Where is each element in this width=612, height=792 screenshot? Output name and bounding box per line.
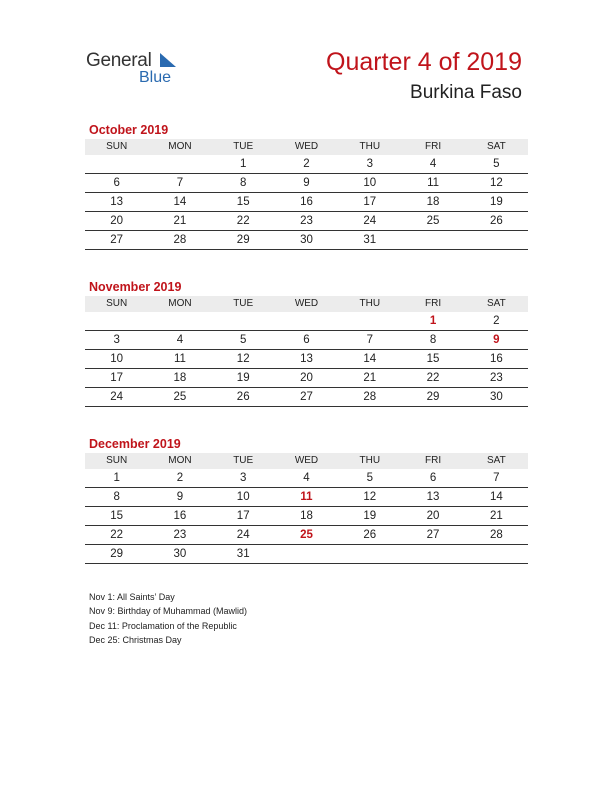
day-cell: 24 [212, 526, 275, 545]
weekday-header: SUN [85, 139, 148, 155]
day-cell: 8 [85, 488, 148, 507]
logo-blue-text: Blue [139, 69, 172, 86]
weekday-header: TUE [212, 139, 275, 155]
day-cell: 5 [465, 155, 528, 174]
day-cell: 9 [275, 174, 338, 193]
month-grid [85, 139, 528, 250]
day-cell: 18 [148, 369, 211, 388]
day-cell: 6 [275, 331, 338, 350]
day-cell: 8 [212, 174, 275, 193]
day-cell: 4 [401, 155, 464, 174]
day-cell: 10 [338, 174, 401, 193]
day-cell: 26 [212, 388, 275, 407]
day-cell: 17 [212, 507, 275, 526]
day-cell: 16 [465, 350, 528, 369]
day-cell: 21 [148, 212, 211, 231]
day-cell: 27 [401, 526, 464, 545]
holiday-note: Nov 1: All Saints’ Day [89, 592, 175, 602]
day-cell: 23 [465, 369, 528, 388]
day-cell: 24 [338, 212, 401, 231]
day-cell: 4 [275, 469, 338, 488]
weekday-header: FRI [401, 453, 464, 469]
day-cell: 6 [401, 469, 464, 488]
empty-day-cell [148, 155, 211, 174]
weekday-header: SAT [465, 139, 528, 155]
day-cell: 7 [338, 331, 401, 350]
weekday-header: SAT [465, 453, 528, 469]
empty-day-cell [85, 312, 148, 331]
day-cell: 2 [465, 312, 528, 331]
day-cell: 22 [85, 526, 148, 545]
day-cell: 11 [148, 350, 211, 369]
weekday-header: THU [338, 296, 401, 312]
day-cell: 31 [338, 231, 401, 250]
day-cell: 18 [401, 193, 464, 212]
month-block-december [85, 436, 528, 564]
day-cell: 20 [401, 507, 464, 526]
weekday-header: WED [275, 453, 338, 469]
weekday-header: TUE [212, 453, 275, 469]
weekday-header: FRI [401, 139, 464, 155]
day-cell: 25 [148, 388, 211, 407]
holiday-day-cell: 9 [465, 331, 528, 350]
holiday-note: Dec 11: Proclamation of the Republic [89, 620, 237, 631]
weekday-header: SAT [465, 296, 528, 312]
weekday-header: MON [148, 296, 211, 312]
empty-day-cell [148, 312, 211, 331]
day-cell: 26 [338, 526, 401, 545]
empty-day-cell [338, 545, 401, 564]
day-cell: 3 [212, 469, 275, 488]
day-cell: 28 [338, 388, 401, 407]
weekday-header: TUE [212, 296, 275, 312]
day-cell: 15 [212, 193, 275, 212]
month-title: October 2019 [89, 123, 169, 137]
empty-day-cell [338, 312, 401, 331]
holiday-day-cell: 25 [275, 526, 338, 545]
weekday-header: SUN [85, 453, 148, 469]
day-cell: 2 [275, 155, 338, 174]
quarter-title: Quarter 4 of 2019 [326, 48, 522, 76]
day-cell: 7 [148, 174, 211, 193]
day-cell: 13 [275, 350, 338, 369]
day-cell: 19 [212, 369, 275, 388]
day-cell: 25 [401, 212, 464, 231]
day-cell: 8 [401, 331, 464, 350]
day-cell: 22 [212, 212, 275, 231]
day-cell: 27 [85, 231, 148, 250]
day-cell: 14 [465, 488, 528, 507]
day-cell: 29 [212, 231, 275, 250]
brand-logo [86, 50, 196, 90]
day-cell: 5 [212, 331, 275, 350]
day-cell: 15 [401, 350, 464, 369]
empty-day-cell [401, 231, 464, 250]
day-cell: 17 [338, 193, 401, 212]
day-cell: 9 [148, 488, 211, 507]
day-cell: 18 [275, 507, 338, 526]
day-cell: 7 [465, 469, 528, 488]
day-cell: 5 [338, 469, 401, 488]
day-cell: 30 [148, 545, 211, 564]
day-cell: 10 [85, 350, 148, 369]
day-cell: 13 [401, 488, 464, 507]
month-block-november [85, 279, 528, 407]
empty-day-cell [85, 155, 148, 174]
day-cell: 29 [85, 545, 148, 564]
holiday-note: Nov 9: Birthday of Muhammad (Mawlid) [89, 606, 248, 617]
weekday-header: SUN [85, 296, 148, 312]
day-cell: 29 [401, 388, 464, 407]
day-cell: 16 [275, 193, 338, 212]
weekday-header: WED [275, 296, 338, 312]
empty-day-cell [465, 545, 528, 564]
day-cell: 21 [338, 369, 401, 388]
month-grid [85, 453, 528, 564]
day-cell: 12 [212, 350, 275, 369]
day-cell: 3 [85, 331, 148, 350]
day-cell: 12 [338, 488, 401, 507]
weekday-header: THU [338, 139, 401, 155]
day-cell: 22 [401, 369, 464, 388]
day-cell: 23 [148, 526, 211, 545]
day-cell: 12 [465, 174, 528, 193]
holiday-day-cell: 11 [275, 488, 338, 507]
day-cell: 4 [148, 331, 211, 350]
month-grid [85, 296, 528, 407]
logo-triangle-icon [160, 53, 176, 69]
day-cell: 19 [338, 507, 401, 526]
holiday-day-cell: 1 [401, 312, 464, 331]
holiday-notes [89, 590, 247, 647]
empty-day-cell [465, 231, 528, 250]
day-cell: 13 [85, 193, 148, 212]
holiday-note: Dec 25: Christmas Day [89, 634, 182, 645]
day-cell: 17 [85, 369, 148, 388]
weekday-header: MON [148, 139, 211, 155]
day-cell: 14 [148, 193, 211, 212]
day-cell: 11 [401, 174, 464, 193]
day-cell: 20 [275, 369, 338, 388]
day-cell: 14 [338, 350, 401, 369]
day-cell: 30 [465, 388, 528, 407]
month-title: December 2019 [89, 437, 181, 451]
day-cell: 28 [465, 526, 528, 545]
day-cell: 21 [465, 507, 528, 526]
weekday-header: FRI [401, 296, 464, 312]
day-cell: 1 [212, 155, 275, 174]
weekday-header: WED [275, 139, 338, 155]
country-name: Burkina Faso [410, 82, 522, 103]
day-cell: 23 [275, 212, 338, 231]
weekday-header: MON [148, 453, 211, 469]
empty-day-cell [275, 545, 338, 564]
day-cell: 2 [148, 469, 211, 488]
day-cell: 15 [85, 507, 148, 526]
day-cell: 31 [212, 545, 275, 564]
month-block-october [85, 122, 528, 250]
day-cell: 3 [338, 155, 401, 174]
empty-day-cell [212, 312, 275, 331]
day-cell: 28 [148, 231, 211, 250]
day-cell: 19 [465, 193, 528, 212]
day-cell: 10 [212, 488, 275, 507]
month-title: November 2019 [89, 280, 182, 294]
empty-day-cell [401, 545, 464, 564]
day-cell: 27 [275, 388, 338, 407]
day-cell: 20 [85, 212, 148, 231]
day-cell: 24 [85, 388, 148, 407]
day-cell: 16 [148, 507, 211, 526]
day-cell: 26 [465, 212, 528, 231]
day-cell: 1 [85, 469, 148, 488]
day-cell: 6 [85, 174, 148, 193]
day-cell: 30 [275, 231, 338, 250]
logo-general-text: General [86, 50, 152, 71]
empty-day-cell [275, 312, 338, 331]
weekday-header: THU [338, 453, 401, 469]
